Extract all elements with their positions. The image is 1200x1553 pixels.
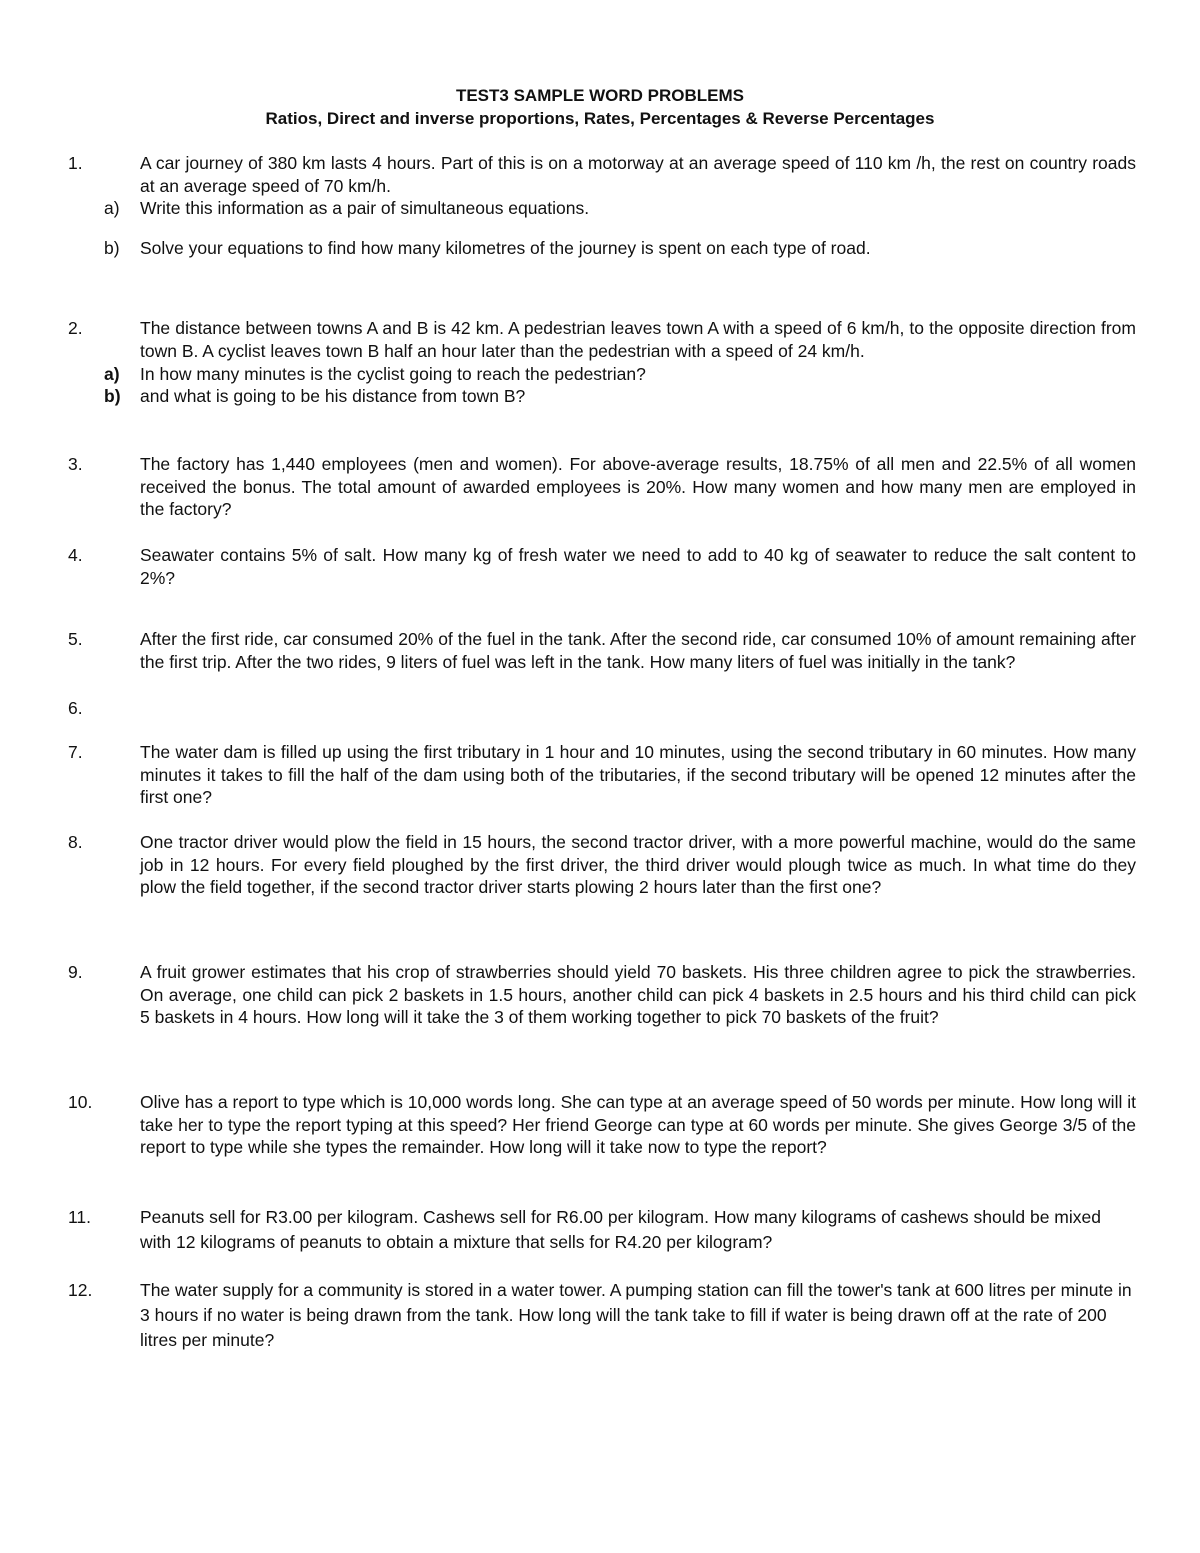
problem-1-part-a-text: Write this information as a pair of simultaneous equations. — [140, 198, 590, 218]
problem-9-text: A fruit grower estimates that his crop of strawberries should yield 70 baskets. His three children agree to pick the strawberries. On average, one child can pick 2 baskets in 1.5 hours, another child can pick 4 baskets in 2.5 hours and his third child can pick 5 baskets in 4 hours. How long will it take the 3 of them working together to pick 70 baskets of the fruit? — [140, 962, 1136, 1027]
problem-3-text: The factory has 1,440 employees (men and women). For above-average results, 18.75% of all men and 22.5% of all women received the bonus. The total amount of awarded employees is 20%. How many women and how many men are employed in the factory? — [140, 454, 1136, 519]
problem-10-text: Olive has a report to type which is 10,000 words long. She can type at an average speed of 50 words per minute. How long will it take her to type the report typing at this speed? Her friend George can type at 60 words per minute. She gives George 3/5 of the report to type while she types the remainder. How long will it take now to type the report? — [140, 1092, 1136, 1157]
problem-11-number: 11. — [68, 1207, 92, 1227]
problem-1-part-a-label: a) — [104, 198, 120, 218]
problem-2-part-b-text: and what is going to be his distance from town B? — [140, 386, 526, 406]
page-subtitle: Ratios, Direct and inverse proportions, Rates, Percentages & Reverse Percentages — [265, 109, 935, 128]
problem-1-part-b-label: b) — [104, 238, 120, 258]
problem-12-number: 12. — [68, 1280, 93, 1300]
problem-7-text: The water dam is filled up using the first tributary in 1 hour and 10 minutes, using the second tributary in 60 minutes. How many minutes it takes to fill the half of the dam using both of the tributaries, if the second tributary will be opened 12 minutes after the first one? — [140, 742, 1136, 807]
page-title: TEST3 SAMPLE WORD PROBLEMS — [455, 86, 745, 105]
problem-11-text: Peanuts sell for R3.00 per kilogram. Cashews sell for R6.00 per kilogram. How many kilograms of cashews should be mixed with 12 kilograms of peanuts to obtain a mixture that sells for R4.20 per kilogram? — [140, 1207, 1101, 1252]
problem-5-number: 5. — [68, 629, 83, 649]
problem-2-text: The distance between towns A and B is 42 km. A pedestrian leaves town A with a speed of 6 km/h, to the opposite direction from town B. A cyclist leaves town B half an hour later than the pedestrian with a speed of 24 km/h. — [140, 318, 1136, 361]
problem-8-text: One tractor driver would plow the field in 15 hours, the second tractor driver, with a more powerful machine, would do the same job in 12 hours. For every field ploughed by the first driver, the third driver would plough twice as much. In what time do they plow the field together, if the second tractor driver starts plowing 2 hours later than the first one? — [140, 832, 1136, 897]
problem-9-number: 9. — [68, 962, 83, 982]
problem-10-number: 10. — [68, 1092, 93, 1112]
problem-4-text: Seawater contains 5% of salt. How many kg of fresh water we need to add to 40 kg of seawater to reduce the salt content to 2%? — [140, 545, 1136, 588]
problem-2-part-a-label: a) — [104, 364, 120, 384]
problem-2-number: 2. — [68, 318, 83, 338]
problem-12-text: The water supply for a community is stored in a water tower. A pumping station can fill the tower's tank at 600 litres per minute in 3 hours if no water is being drawn from the tank. How long will the tank take to fill if water is being drawn off at the rate of 200 litres per minute? — [140, 1280, 1132, 1350]
problem-2-part-b-label: b) — [104, 386, 121, 406]
problem-5-text: After the first ride, car consumed 20% of the fuel in the tank. After the second ride, car consumed 10% of amount remaining after the first trip. After the two rides, 9 liters of fuel was left in the tank. How many liters of fuel was initially in the tank? — [140, 629, 1136, 672]
problem-4-number: 4. — [68, 545, 83, 565]
problem-6-number: 6. — [68, 698, 83, 718]
problem-1-number: 1. — [68, 153, 83, 173]
problem-3-number: 3. — [68, 454, 83, 474]
problem-7-number: 7. — [68, 742, 83, 762]
problem-1-text: A car journey of 380 km lasts 4 hours. Part of this is on a motorway at an average speed of 110 km /h, the rest on country roads at an average speed of 70 km/h. — [140, 153, 1136, 196]
problem-8-number: 8. — [68, 832, 83, 852]
problem-2-part-a-text: In how many minutes is the cyclist going to reach the pedestrian? — [140, 364, 646, 384]
problem-1-part-b-text: Solve your equations to find how many kilometres of the journey is spent on each type of road. — [140, 238, 871, 258]
